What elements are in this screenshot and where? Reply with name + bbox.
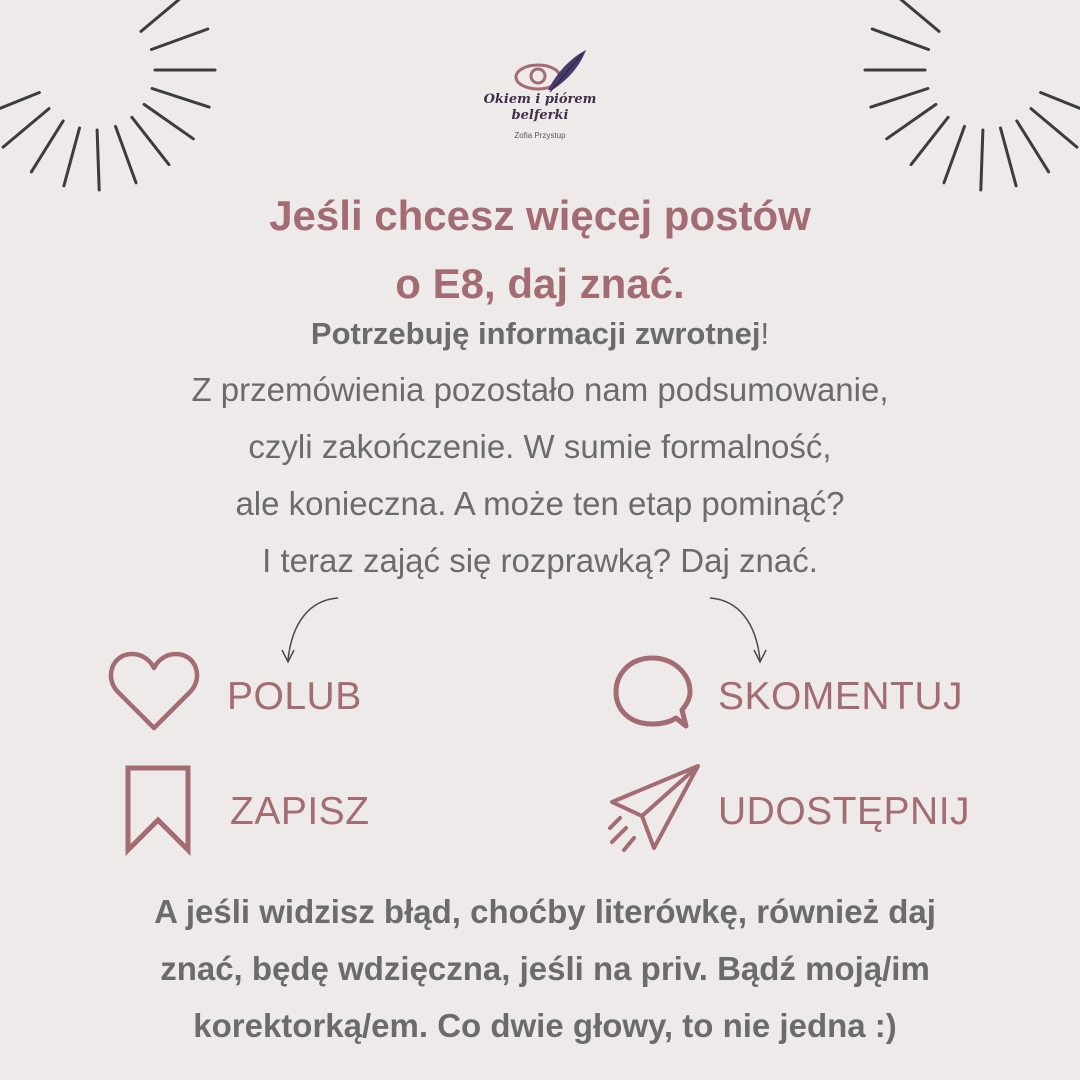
ray-line <box>0 93 39 116</box>
ray-line <box>132 117 169 164</box>
ray-line <box>981 130 983 190</box>
subtitle-end: ! <box>760 316 770 351</box>
ray-line <box>944 126 965 182</box>
subtitle-bold: Potrzebuję informacji zwrotnej <box>310 316 761 351</box>
logo-author: Zofia Przystup <box>514 131 566 140</box>
headline-line2: o E8, daj znać. <box>395 260 685 307</box>
ray-line <box>152 89 209 108</box>
footer-line-1: A jeśli widzisz błąd, choćby literówkę, również daj <box>154 893 936 930</box>
rays-left <box>0 0 215 190</box>
footer-line-2: znać, będę wdzięczna, jeśli na priv. Bądź moją/im <box>160 950 930 987</box>
footer-text <box>40 883 1050 1054</box>
bookmark-icon <box>120 762 196 858</box>
paper-plane-icon <box>604 760 704 860</box>
save-label: ZAPISZ <box>230 790 370 833</box>
rays-right <box>865 0 1080 190</box>
logo-title-line1: Okiem i piórem <box>483 92 597 107</box>
ray-line <box>1001 128 1017 186</box>
comment-label: SKOMENTUJ <box>718 675 964 718</box>
like-label: POLUB <box>227 675 362 718</box>
heart-icon <box>104 648 204 738</box>
body-line-3: ale konieczna. A może ten etap pominąć? <box>235 485 845 522</box>
ray-line <box>151 29 207 50</box>
body-line-1: Z przemówienia pozostało nam podsumowanie, <box>191 371 889 408</box>
headline-line1: Jeśli chcesz więcej postów <box>269 192 811 239</box>
ray-line <box>3 109 49 148</box>
ray-line <box>1031 109 1077 148</box>
ray-line <box>893 0 939 31</box>
ray-line <box>64 128 80 186</box>
body-line-4: I teraz zająć się rozprawką? Daj znać. <box>262 542 818 579</box>
ray-line <box>1017 121 1049 172</box>
ray-line <box>141 0 187 31</box>
logo-title-line2: belferki <box>511 108 569 123</box>
ray-line <box>887 104 936 138</box>
curved-arrow-left-icon <box>270 592 350 672</box>
curved-arrow-right-icon <box>700 592 780 672</box>
ray-line <box>872 29 928 50</box>
ray-line <box>144 104 193 138</box>
ray-line <box>871 89 928 108</box>
body-line-2: czyli zakończenie. W sumie formalność, <box>248 428 832 465</box>
ray-line <box>97 130 99 190</box>
footer-line-3: korektorką/em. Co dwie głowy, to nie jedna :) <box>193 1007 897 1044</box>
share-label: UDOSTĘPNIJ <box>718 790 971 833</box>
ray-line <box>116 126 137 182</box>
ray-line <box>31 121 63 172</box>
comment-bubble-icon <box>610 652 696 734</box>
ray-line <box>911 117 948 164</box>
subtitle <box>0 314 1080 354</box>
ray-line <box>1041 93 1080 116</box>
